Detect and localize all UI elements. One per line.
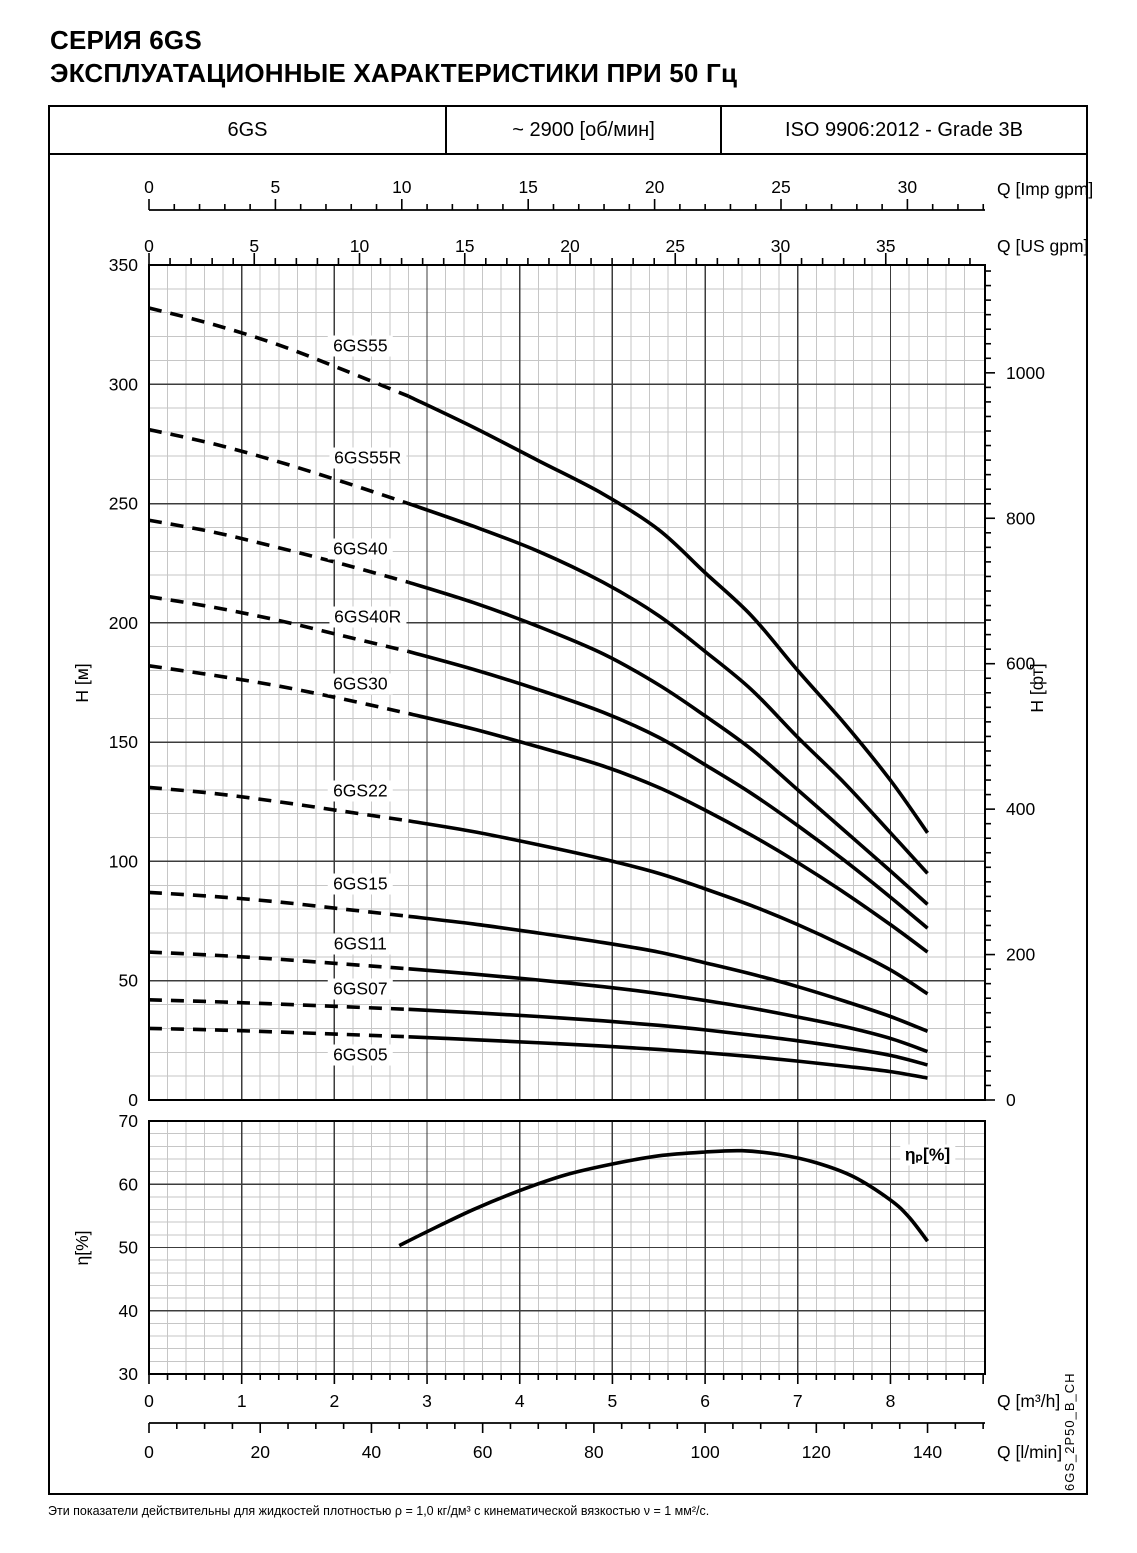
curve-label-6GS05: 6GS05 — [328, 1044, 392, 1065]
m3h-tick-label: 8 — [885, 1391, 896, 1411]
lmin-tick-label: 0 — [144, 1442, 154, 1462]
curve-label-6GS15: 6GS15 — [328, 874, 392, 895]
eta-axis-label: η[%] — [72, 1230, 92, 1266]
us-gpm-tick-label: 35 — [876, 236, 896, 256]
lmin-tick-label: 120 — [801, 1442, 831, 1462]
eta-tick-label: 70 — [118, 1111, 138, 1131]
curve-label-6GS30: 6GS30 — [328, 673, 392, 694]
page-title-line2: ЭКСПЛУАТАЦИОННЫЕ ХАРАКТЕРИСТИКИ ПРИ 50 Гц — [50, 58, 738, 88]
plot-borders — [149, 265, 985, 1374]
m3h-tick-label: 3 — [422, 1391, 432, 1411]
h-m-tick-label: 0 — [128, 1090, 138, 1110]
top-axes — [144, 177, 1093, 264]
lmin-axis-label: Q [l/min] — [997, 1442, 1063, 1462]
h-m-axis — [72, 255, 138, 1110]
eta-tick-label: 60 — [118, 1174, 138, 1195]
m3h-axis-label: Q [m³/h] — [997, 1391, 1061, 1411]
h-ft-axis-label: H [фт] — [1027, 663, 1047, 713]
imp-gpm-tick-label: 5 — [270, 177, 281, 197]
h-ft-tick-label: 0 — [1006, 1090, 1016, 1110]
h-ft-tick-label: 600 — [1006, 653, 1036, 674]
imp-gpm-tick-label: 15 — [518, 177, 538, 197]
header-speed: ~ 2900 [об/мин] — [447, 107, 722, 153]
header-standard: ISO 9906:2012 - Grade 3B — [785, 118, 1023, 141]
curve-label-6GS40: 6GS40 — [328, 538, 392, 559]
h-m-tick-label: 100 — [108, 851, 138, 872]
bottom-axes — [144, 1375, 1062, 1462]
h-ft-axis — [986, 271, 1047, 1110]
lmin-tick-label: 20 — [250, 1442, 270, 1462]
imp-gpm-axis-label: Q [Imp gpm] — [997, 179, 1094, 199]
h-m-tick-label: 350 — [108, 255, 138, 275]
h-m-axis-label: H [м] — [72, 663, 92, 703]
imp-gpm-tick-label: 30 — [897, 177, 918, 197]
footer-note: Эти показатели действительны для жидкостей плотностью ρ = 1,0 кг/дм³ с кинематической вязкостью ν = 1 мм²/с. — [48, 1504, 710, 1518]
us-gpm-tick-label: 0 — [144, 236, 154, 256]
us-gpm-tick-label: 15 — [455, 236, 475, 256]
eta-tick-label: 50 — [118, 1237, 138, 1258]
m3h-tick-label: 4 — [514, 1391, 525, 1411]
h-m-tick-label: 150 — [108, 732, 138, 753]
imp-gpm-tick-label: 20 — [644, 177, 665, 197]
us-gpm-tick-label: 20 — [560, 236, 580, 256]
m3h-tick-label: 5 — [607, 1391, 618, 1411]
page-title-line1: СЕРИЯ 6GS — [50, 25, 202, 55]
h-ft-tick-label: 800 — [1006, 508, 1036, 529]
h-ft-tick-label: 1000 — [1006, 362, 1045, 383]
us-gpm-tick-label: 10 — [349, 236, 370, 256]
curve-label-ηₚ[%]: ηₚ[%] — [900, 1145, 955, 1166]
curve-efficiency — [399, 1151, 927, 1246]
document-code: 6GS_2P50_B_CH — [1062, 1372, 1077, 1491]
h-ft-tick-label: 400 — [1006, 799, 1036, 820]
lmin-tick-label: 80 — [584, 1442, 604, 1462]
curve-label-6GS22: 6GS22 — [328, 781, 392, 802]
lmin-tick-label: 40 — [361, 1442, 382, 1462]
us-gpm-tick-label: 25 — [665, 236, 685, 256]
eta-axis — [72, 1111, 138, 1384]
curve-label-6GS55R: 6GS55R — [329, 448, 406, 469]
curve-label-6GS40R: 6GS40R — [329, 606, 406, 627]
head-chart-border — [149, 265, 985, 1100]
h-ft-tick-label: 200 — [1006, 944, 1036, 965]
h-m-tick-label: 300 — [108, 374, 138, 395]
m3h-tick-label: 7 — [792, 1391, 803, 1411]
us-gpm-axis-label: Q [US gpm] — [997, 236, 1089, 256]
h-m-tick-label: 200 — [108, 612, 138, 633]
imp-gpm-tick-label: 0 — [144, 177, 154, 197]
eta-tick-label: 40 — [118, 1300, 138, 1321]
curve-label-6GS07: 6GS07 — [328, 979, 392, 1000]
curve-label-6GS55: 6GS55 — [328, 336, 392, 357]
gridlines — [149, 265, 985, 1374]
h-m-tick-label: 250 — [108, 493, 138, 514]
us-gpm-tick-label: 5 — [249, 236, 260, 256]
m3h-tick-label: 2 — [329, 1391, 340, 1411]
efficiency-curve — [399, 1151, 927, 1246]
eta-tick-label: 30 — [118, 1364, 138, 1384]
lmin-tick-label: 60 — [472, 1442, 493, 1462]
lmin-tick-label: 100 — [690, 1442, 720, 1462]
m3h-tick-label: 6 — [700, 1391, 710, 1411]
header-series: 6GS — [50, 107, 447, 153]
us-gpm-tick-label: 30 — [770, 236, 791, 256]
curve-label-6GS11: 6GS11 — [329, 933, 392, 954]
imp-gpm-tick-label: 10 — [392, 177, 412, 197]
imp-gpm-tick-label: 25 — [771, 177, 791, 197]
h-m-tick-label: 50 — [118, 970, 138, 991]
m3h-tick-label: 1 — [236, 1391, 247, 1411]
lmin-tick-label: 140 — [912, 1442, 943, 1462]
m3h-tick-label: 0 — [144, 1391, 154, 1411]
